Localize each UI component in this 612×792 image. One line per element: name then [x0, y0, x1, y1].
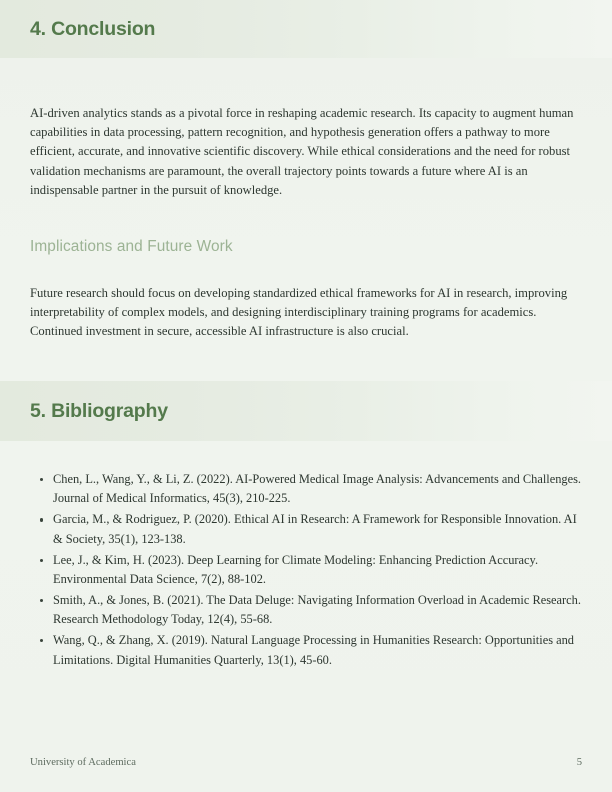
list-item [30, 510, 582, 549]
section-title-conclusion: 4. Conclusion [30, 17, 156, 40]
section-heading-band-bibliography [0, 381, 612, 441]
bullet-icon [40, 518, 43, 521]
bibliography-entry-text: Wang, Q., & Zhang, X. (2019). Natural Language Processing in Humanities Research: Opportunities and Limitations. Digital Humanities Quarterly, 13(1), 45-60. [53, 633, 575, 667]
list-item [30, 551, 582, 590]
section-title-bibliography: 5. Bibliography [30, 399, 168, 422]
bibliography-entry-text: Lee, J., & Kim, H. (2023). Deep Learning for Climate Modeling: Enhancing Prediction Accuracy. Environmental Data Science, 7(2), 88-102. [53, 552, 539, 587]
paragraph-conclusion: AI-driven analytics stands as a pivotal force in reshaping academic research. Its capacity to augment human capabilities in data processing, pattern recognition, and hypothesis generation offers a pathway to more efficient, accurate, and innovative scientific discovery. While ethical considerations and the need for robust validation mechanisms are paramount, the overall trajectory points towards a future where AI is an indispensable partner in the pursuit of knowledge. [30, 105, 574, 198]
list-item [30, 591, 582, 630]
subsection-title-implications-and-future-work: Implications and Future Work [30, 238, 233, 255]
bullet-icon [40, 478, 43, 481]
bibliography-list [30, 470, 582, 672]
page-footer [30, 757, 582, 768]
bullet-icon [40, 559, 43, 562]
list-item [30, 631, 582, 670]
bibliography-entry-text: Chen, L., Wang, Y., & Li, Z. (2022). AI-Powered Medical Image Analysis: Advancements and Challenges. Journal of Medical Informatics, 45(3), 210-225. [53, 472, 582, 506]
bibliography-entry-text: Smith, A., & Jones, B. (2021). The Data Deluge: Navigating Information Overload in Academic Research. Research Methodology Today, 12(4), 55-68. [53, 592, 581, 627]
list-item [30, 470, 582, 509]
footer-institution: University of Academica [30, 757, 136, 768]
section-heading-band-conclusion [0, 0, 612, 58]
paragraph-future-work: Future research should focus on developing standardized ethical frameworks for AI in research, improving interpretability of complex models, and designing interdisciplinary training programs for academics. Continued investment in secure, accessible AI infrastructure is also crucial. [30, 285, 568, 339]
bibliography-entry-text: Garcia, M., & Rodriguez, P. (2020). Ethical AI in Research: A Framework for Responsible Innovation. AI & Society, 35(1), 123-138. [53, 512, 577, 546]
bullet-icon [40, 639, 43, 642]
footer-page-number: 5 [576, 757, 582, 768]
bullet-icon [40, 599, 43, 602]
